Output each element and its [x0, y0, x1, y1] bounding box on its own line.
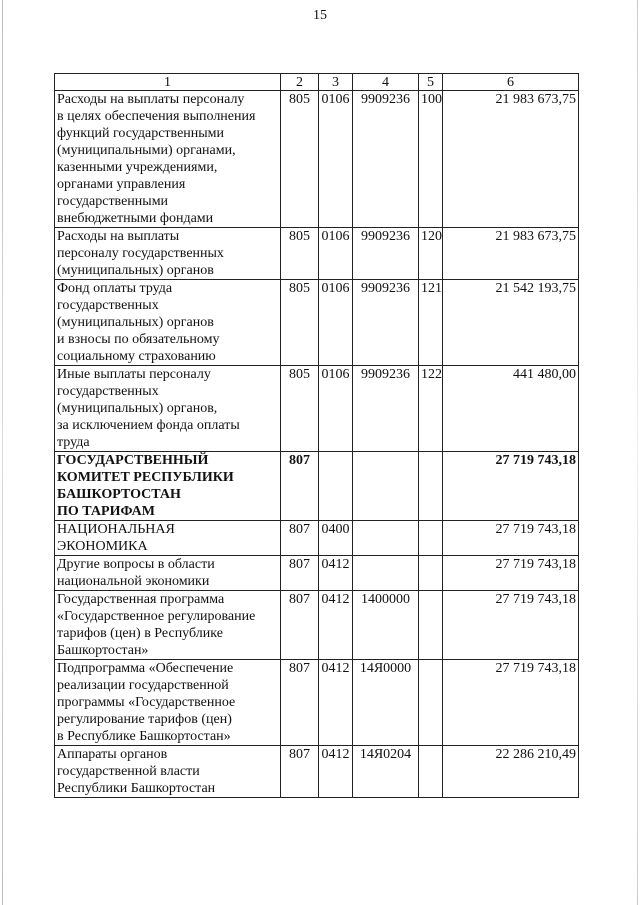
row-ministry-code: 805 [281, 91, 319, 228]
row-ministry-code: 807 [281, 746, 319, 798]
row-ministry-code: 807 [281, 591, 319, 660]
row-ministry-code: 805 [281, 366, 319, 452]
row-target-code: 9909236 [353, 366, 419, 452]
header-row [55, 74, 579, 91]
row-section-code: 0106 [319, 366, 353, 452]
row-target-code [353, 521, 419, 556]
header-col-3: 3 [319, 74, 353, 91]
row-name: ГОСУДАРСТВЕННЫЙ КОМИТЕТ РЕСПУБЛИКИ БАШКОРТОСТАН ПО ТАРИФАМ [55, 452, 281, 521]
table-row [55, 280, 579, 366]
row-section-code: 0106 [319, 280, 353, 366]
row-target-code [353, 452, 419, 521]
row-amount: 27 719 743,18 [443, 556, 579, 591]
row-amount: 441 480,00 [443, 366, 579, 452]
table-row [55, 591, 579, 660]
row-target-code: 9909236 [353, 228, 419, 280]
header-col-5: 5 [419, 74, 443, 91]
row-amount: 21 983 673,75 [443, 228, 579, 280]
row-expense-type: 122 [419, 366, 443, 452]
table-row [55, 556, 579, 591]
row-section-code [319, 452, 353, 521]
row-name: Другие вопросы в области национальной экономики [55, 556, 281, 591]
table-row [55, 521, 579, 556]
row-target-code: 9909236 [353, 280, 419, 366]
row-section-code: 0412 [319, 660, 353, 746]
row-amount: 27 719 743,18 [443, 521, 579, 556]
row-section-code: 0106 [319, 228, 353, 280]
row-section-code: 0400 [319, 521, 353, 556]
row-ministry-code: 807 [281, 452, 319, 521]
table-row [55, 746, 579, 798]
row-expense-type [419, 660, 443, 746]
row-ministry-code: 805 [281, 280, 319, 366]
row-expense-type [419, 556, 443, 591]
row-ministry-code: 807 [281, 556, 319, 591]
table-row [55, 366, 579, 452]
row-target-code: 14Я0204 [353, 746, 419, 798]
row-section-code: 0412 [319, 746, 353, 798]
row-section-code: 0412 [319, 556, 353, 591]
scan-edge-right [637, 0, 638, 905]
row-expense-type [419, 521, 443, 556]
row-target-code: 14Я0000 [353, 660, 419, 746]
table-body [55, 91, 579, 798]
row-expense-type: 120 [419, 228, 443, 280]
row-name: Государственная программа «Государственное регулирование тарифов (цен) в Республике Башкортостан» [55, 591, 281, 660]
row-name: Аппараты органов государственной власти Республики Башкортостан [55, 746, 281, 798]
row-amount: 21 542 193,75 [443, 280, 579, 366]
row-expense-type: 100 [419, 91, 443, 228]
row-name: НАЦИОНАЛЬНАЯ ЭКОНОМИКА [55, 521, 281, 556]
scan-edge-left [2, 0, 3, 905]
row-amount: 22 286 210,49 [443, 746, 579, 798]
row-section-code: 0106 [319, 91, 353, 228]
row-ministry-code: 807 [281, 521, 319, 556]
row-expense-type [419, 746, 443, 798]
row-amount: 21 983 673,75 [443, 91, 579, 228]
table-row [55, 228, 579, 280]
row-expense-type [419, 452, 443, 521]
budget-table [54, 73, 579, 798]
row-expense-type: 121 [419, 280, 443, 366]
header-col-2: 2 [281, 74, 319, 91]
row-target-code [353, 556, 419, 591]
header-col-1: 1 [55, 74, 281, 91]
row-name: Иные выплаты персоналу государственных (муниципальных) органов, за исключением фонда оплаты труда [55, 366, 281, 452]
row-target-code: 1400000 [353, 591, 419, 660]
page-number: 15 [313, 8, 327, 23]
row-amount: 27 719 743,18 [443, 660, 579, 746]
row-section-code: 0412 [319, 591, 353, 660]
table-row [55, 660, 579, 746]
row-ministry-code: 805 [281, 228, 319, 280]
table-row [55, 452, 579, 521]
row-name: Подпрограмма «Обеспечение реализации государственной программы «Государственное регулирование тарифов (цен) в Республике Башкортостан» [55, 660, 281, 746]
row-name: Фонд оплаты труда государственных (муниципальных) органов и взносы по обязательному социальному страхованию [55, 280, 281, 366]
row-name: Расходы на выплаты персоналу государственных (муниципальных) органов [55, 228, 281, 280]
header-col-4: 4 [353, 74, 419, 91]
row-expense-type [419, 591, 443, 660]
header-col-6: 6 [443, 74, 579, 91]
row-amount: 27 719 743,18 [443, 591, 579, 660]
table-row [55, 91, 579, 228]
row-target-code: 9909236 [353, 91, 419, 228]
row-name: Расходы на выплаты персоналу в целях обеспечения выполнения функций государственными (муниципальными) органами, казенными учреждениями, органами управления государственными внебюджетными фондами [55, 91, 281, 228]
row-ministry-code: 807 [281, 660, 319, 746]
row-amount: 27 719 743,18 [443, 452, 579, 521]
